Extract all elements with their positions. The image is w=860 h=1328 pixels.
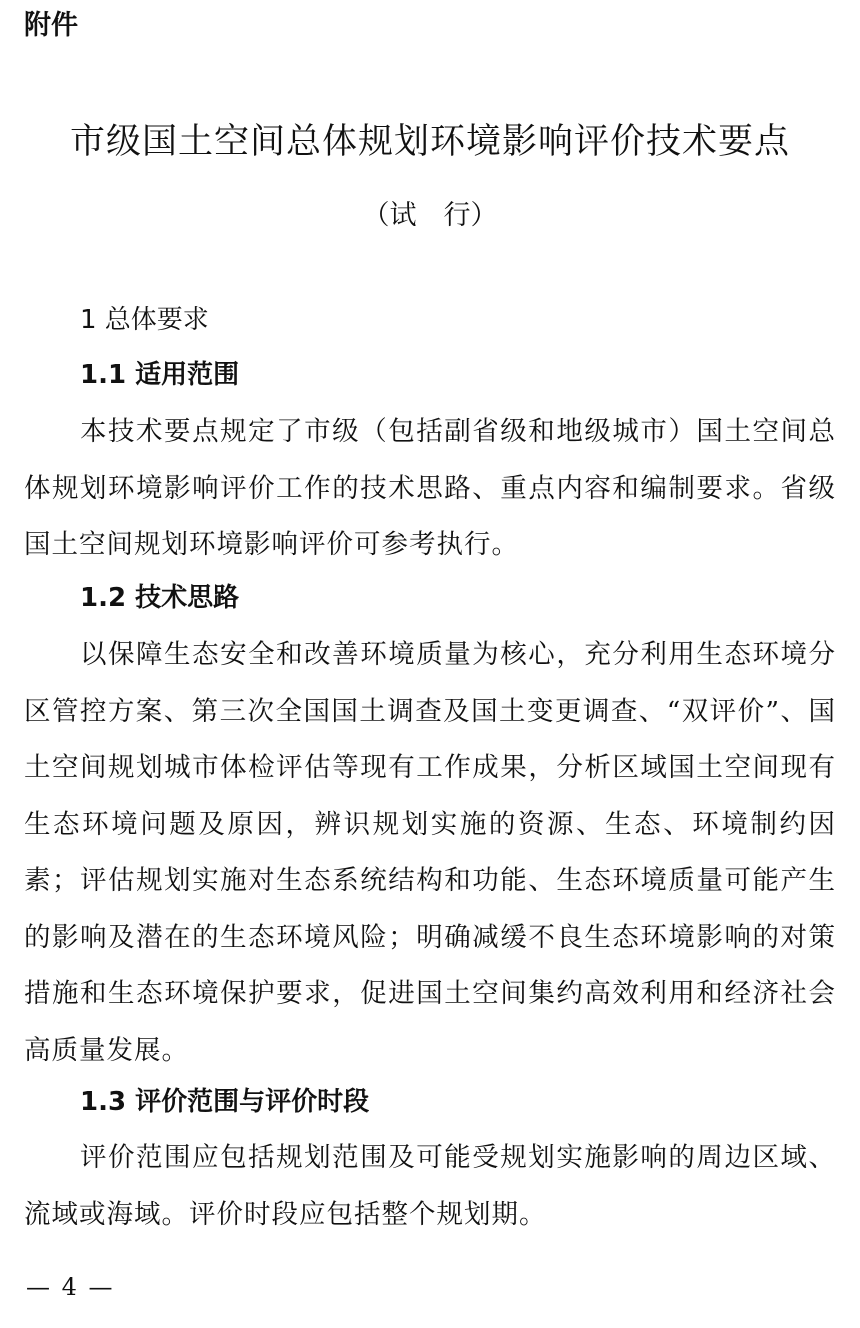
section-heading-1-1: 1.1 适用范围 bbox=[80, 360, 240, 390]
paragraph-1-2: 以保障生态安全和改善环境质量为核心，充分利用生态环境分区管控方案、第三次全国国土调查及国土变更调查、“双评价”、国土空间规划城市体检评估等现有工作成果，分析区域国土空间现有生态环境问题及原因，辨识规划实施的资源、生态、环境制约因素；评估规划实施对生态系统结构和功能、生态环境质量可能产生的影响及潜在的生态环境风险；明确减缓不良生态环境影响的对策措施和生态环境保护要求，促进国土空间集约高效利用和经济社会高质量发展。 bbox=[24, 639, 836, 1066]
document-title: 市级国土空间总体规划环境影响评价技术要点 bbox=[69, 122, 790, 162]
section-heading-1-2: 1.2 技术思路 bbox=[80, 583, 240, 613]
section-heading-1-3: 1.3 评价范围与评价时段 bbox=[80, 1087, 370, 1117]
paragraph-1-3: 评价范围应包括规划范围及可能受规划实施影响的周边区域、流域或海域。评价时段应包括整个规划期。 bbox=[24, 1142, 836, 1230]
paragraph-1-1: 本技术要点规定了市级（包括副省级和地级城市）国土空间总体规划环境影响评价工作的技术思路、重点内容和编制要求。省级国土空间规划环境影响评价可参考执行。 bbox=[24, 416, 836, 560]
document-subtitle: （试 行） bbox=[362, 200, 498, 231]
page-number: — 4 — bbox=[26, 1273, 115, 1301]
section-heading-1: 1 总体要求 bbox=[80, 305, 209, 335]
attachment-label: 附件 bbox=[24, 10, 78, 41]
